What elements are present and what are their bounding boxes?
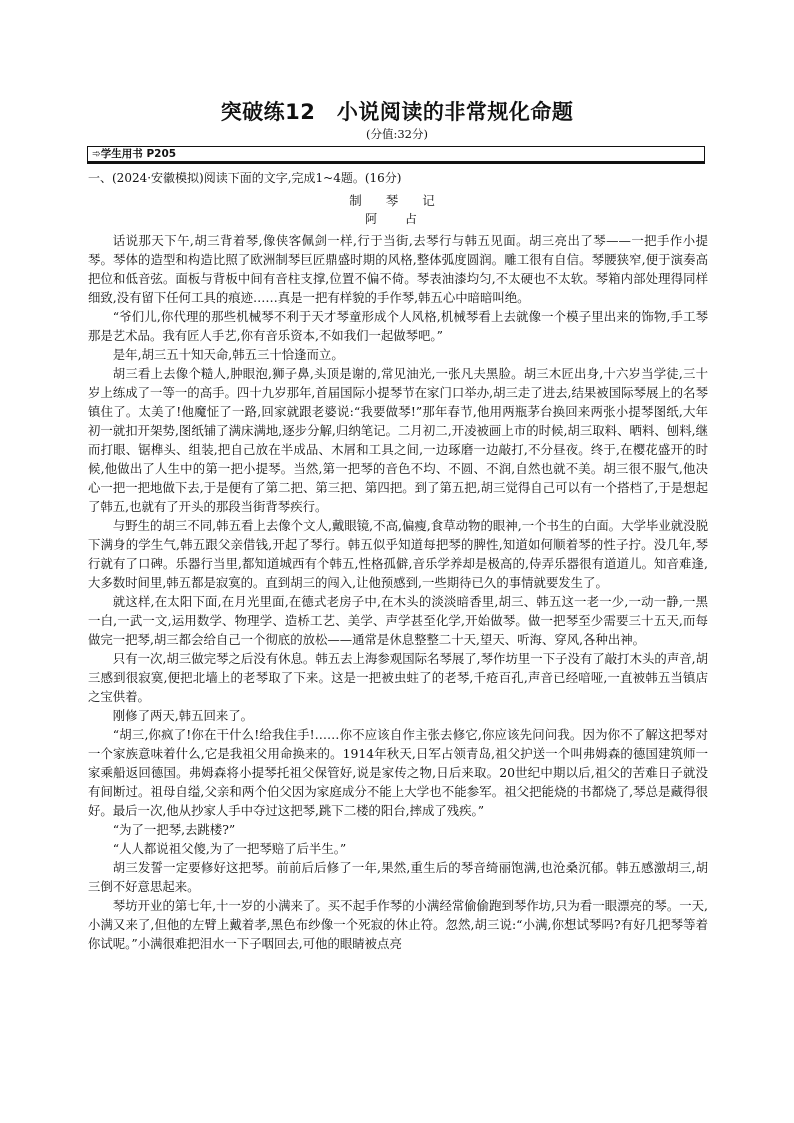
- paragraph: “爷们儿,你代理的那些机械琴不利于天才琴童形成个人风格,机械琴看上去就像一个模子里出来的饰物,手工琴那是艺术品。我有匠人手艺,你有音乐资本,不如我们一起做琴吧。”: [88, 309, 708, 343]
- paragraph: 琴坊开业的第七年,十一岁的小满来了。买不起手作琴的小满经常偷偷跑到琴作坊,只为看一眼漂亮的琴。一天,小满又来了,但他的左臂上戴着孝,黑色布纱像一个死寂的休止符。忽然,胡三说:“小满,你想试琴吗?有好几把琴等着你试呢。”小满很难把泪水一下子咽回去,可他的眼睛被点亮: [88, 898, 708, 951]
- book-ref-bar: ➾学生用书 P205: [87, 146, 705, 164]
- story-body: [88, 231, 708, 953]
- paragraph: 就这样,在太阳下面,在月光里面,在德式老房子中,在木头的淡淡暗香里,胡三、韩五这一老一少,一动一静,一黑一白,一武一文,运用数学、物理学、造桥工艺、美学、声学甚至化学,开始做琴。做一把琴至少需要三十五天,而每做完一把琴,胡三都会给自己一个彻底的放松——通常是休息整整二十天,望天、听海、穿风,各种出神。: [88, 594, 708, 647]
- paragraph: 刚修了两天,韩五回来了。: [112, 708, 254, 723]
- paragraph: 与野生的胡三不同,韩五看上去像个文人,戴眼镜,不高,偏瘦,食草动物的眼神,一个书生的白面。大学毕业就没脱下满身的学生气,韩五跟父亲借钱,开起了琴行。韩五似乎知道每把琴的脾性,知道如何顺着琴的性子拧。没几年,琴行就有了口碑。乐器行当里,都知道城西有个韩五,性格孤僻,音乐学养却是极高的,侍弄乐器很有道道儿。知音难逢,大多数时间里,韩五都是寂寞的。直到胡三的闯入,让他预感到,一些期待已久的事情就要发生了。: [88, 518, 708, 590]
- story-author: 阿 占: [365, 212, 429, 226]
- story-title: 制 琴 记: [349, 193, 445, 208]
- page-title: 突破练12 小说阅读的非常规化命题: [220, 100, 574, 124]
- paragraph: 只有一次,胡三做完琴之后没有休息。韩五去上海参观国际名琴展了,琴作坊里一下子没有了敲打木头的声音,胡三感到很寂寞,便把北墙上的老琴取了下来。这是一把被虫蛀了的老琴,千疮百孔,声音已经喑哑,一直被韩五当镇店之宝供着。: [88, 651, 708, 704]
- paragraph: 胡三看上去像个糙人,肿眼泡,狮子鼻,头顶是谢的,常见油光,一张凡夫黑脸。胡三木匠出身,十六岁当学徒,三十岁上练成了一等一的高手。四十九岁那年,首届国际小提琴节在家门口举办,胡三走了进去,结果被国际琴展上的名琴镇住了。太美了!他魔怔了一路,回家就跟老婆说:“我要做琴!”那年春节,他用两瓶茅台换回来两张小提琴图纸,大年初一就扣开架势,图纸铺了满床满地,逐步分解,归纳笔记。二月初二,开凌被画上市的时候,胡三取料、晒料、刨料,继而打眼、锯榫头、组装,把自己放在半成品、木屑和工具之间,一边琢磨一边敲打,不分昼夜。终于,在樱花盛开的时候,他做出了人生中的第一把小提琴。当然,第一把琴的音色不均、不圆、不润,自然也就不美。胡三很不服气,他决心一把一把地做下去,于是便有了第二把、第三把、第四把。到了第五把,胡三觉得自己可以有一个搭档了,于是想起了韩五,也就有了开头的那段当街背琴疾行。: [88, 366, 708, 514]
- paragraph: 是年,胡三五十知天命,韩五三十恰逢而立。: [112, 347, 344, 362]
- paragraph: “人人都说祖父傻,为了一把琴赔了后半生。”: [112, 841, 347, 856]
- paragraph: 胡三发誓一定要修好这把琴。前前后后修了一年,果然,重生后的琴音绮丽饱满,也沧桑沉郁。韩五感激胡三,胡三倒不好意思起来。: [88, 860, 708, 894]
- question-instruction: 一、(2024·安徽模拟)阅读下面的文字,完成1~4题。(16分): [88, 171, 402, 185]
- paragraph: 话说那天下午,胡三背着琴,像侠客佩剑一样,行于当街,去琴行与韩五见面。胡三亮出了琴——一把手作小提琴。琴体的造型和构造比照了欧洲制琴巨匠鼎盛时期的风格,整体弧度圆润。雕工很有自信。琴腰狭窄,便于演奏高把位和低音弦。面板与背板中间有音柱支撑,位置不偏不倚。琴表油漆均匀,不太硬也不太软。琴箱内部处理得同样细致,没有留下任何工具的痕迹……真是一把有样貌的手作琴,韩五心中暗暗叫绝。: [88, 233, 708, 305]
- score-note: (分值:32分): [366, 127, 428, 141]
- paragraph: “为了一把琴,去跳楼?”: [112, 822, 236, 837]
- paragraph: “胡三,你疯了!你在干什么!给我住手!……你不应该自作主张去修它,你应该先问问我。因为你不了解这把琴对一个家族意味着什么,它是我祖父用命换来的。1914年秋天,日军占领青岛,祖父护送一个叫弗姆森的德国建筑师一家乘船返回德国。弗姆森将小提琴托祖父保管好,说是家传之物,日后来取。20世纪中期以后,祖父的苦难日子就没有间断过。祖母自缢,父亲和两个伯父因为家庭成分不能上大学也不能参军。祖父把能烧的书都烧了,琴总是藏得很好。最后一次,他从抄家人手中夺过这把琴,跳下二楼的阳台,摔成了残疾。”: [88, 727, 708, 818]
